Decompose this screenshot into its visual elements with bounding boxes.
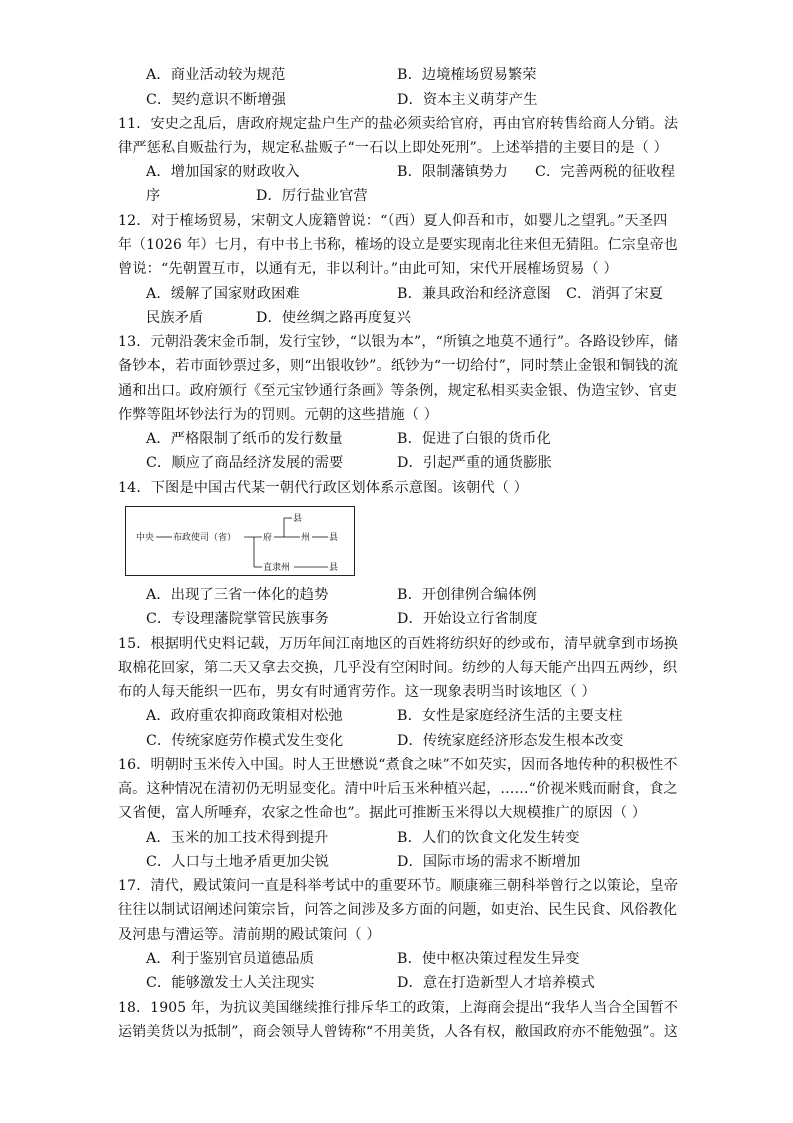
admin-hierarchy-diagram <box>125 506 355 576</box>
q13-stem-line2: 备钞本，若市面钞票过多，则“出银收钞”。纸钞为“一切给付”，同时禁止金银和铜钱的流 <box>118 358 679 374</box>
q18-stem-line1: 18．1905 年，为抗议美国继续推行排斥华工的政策，上海商会提出“我华人当合全国暂不 <box>118 1000 678 1016</box>
diagram-province: 布政使司（省） <box>173 533 237 543</box>
q15-stem-line1: 15．根据明代史料记载，万历年间江南地区的百姓将纺织好的纱或布，清早就拿到市场换 <box>118 636 679 652</box>
diagram-subprefecture: 州 <box>301 533 311 543</box>
q16-stem-line1: 16．明朝时玉米传入中国。时人王世懋说“煮食之味”不如芡实，因而各地传种的积极性不 <box>118 757 678 773</box>
q13-stem-line3: 通和出口。政府颁行《至元宝钞通行条画》等条例，规定私相买卖金银、伪造宝钞、官吏 <box>118 383 678 399</box>
q14-option-d[interactable]: D．开始设立行省制度 <box>397 611 538 627</box>
q13-stem-line4: 作弊等阻坏钞法行为的罚则。元朝的这些措施（ ） <box>118 407 439 423</box>
q12-stem-line3: 曾说：“先朝置互市，以通有无，非以利计。”由此可知，宋代开展榷场贸易（ ） <box>118 261 618 277</box>
q14-option-c[interactable]: C．专设理藩院掌管民族事务 <box>146 611 330 627</box>
q17-option-d[interactable]: D．意在打造新型人才培养模式 <box>397 975 595 991</box>
q14-stem-line1: 14．下图是中国古代某一朝代行政区划体系示意图。该朝代（ ） <box>118 480 529 496</box>
q16-option-c[interactable]: C．人口与土地矛盾更加尖锐 <box>146 854 330 870</box>
q11-option-c-cont: 序 <box>146 188 161 204</box>
q13-stem-line1: 13．元朝沿袭宋金币制，发行宝钞，“以银为本”，“所镇之地莫不通行”。各路设钞库，储 <box>118 334 679 350</box>
diagram-county-top: 县 <box>293 514 303 524</box>
q12-option-b[interactable]: B．兼具政治和经济意图 <box>397 286 551 302</box>
q12-stem-line1: 12．对于榷场贸易，宋朝文人庞籍曾说：“（西）夏人仰吾和市，如婴儿之望乳。”天圣四 <box>118 213 668 229</box>
q11-option-a[interactable]: A．增加国家的财政收入 <box>146 164 300 180</box>
q12-option-c-cont: 民族矛盾 <box>146 310 204 326</box>
q16-stem-line2: 高。这种情况在清初仍无明显变化。清中叶后玉米种植兴起，……“价视米贱而耐食，食之 <box>118 781 678 797</box>
q15-stem-line2: 取棉花回家，第二天又拿去交换，几乎没有空闲时间。纺纱的人每天能产出四五两纱，织 <box>118 660 678 676</box>
q17-option-c[interactable]: C．能够激发士人关注现实 <box>146 975 315 991</box>
diagram-prefecture: 府 <box>263 533 273 543</box>
q11-option-c[interactable]: C．完善两税的征收程 <box>535 164 676 180</box>
q16-stem-line3: 又省便，富人所唾弃，农家之性命也”。据此可推断玉米得以大规模推广的原因（ ） <box>118 805 647 821</box>
q18-stem-line2: 运销美货以为抵制”，商会领导人曾铸称“不用美货，人各有权，敝国政府亦不能勉强”。这 <box>118 1024 679 1040</box>
q12-option-a[interactable]: A．缓解了国家财政困难 <box>146 286 300 302</box>
q15-stem-line3: 布的人每天能织一匹布，男女有时通宵劳作。这一现象表明当时该地区（ ） <box>118 684 596 700</box>
q11-option-b[interactable]: B．限制藩镇势力 <box>397 164 508 180</box>
q10-option-d[interactable]: D．资本主义萌芽产生 <box>397 92 538 108</box>
q10-option-a[interactable]: A．商业活动较为规范 <box>146 67 286 83</box>
q11-option-d[interactable]: D．厉行盐业官营 <box>256 188 368 204</box>
admin-hierarchy-svg <box>126 507 354 575</box>
q12-option-c[interactable]: C．消弭了宋夏 <box>566 286 664 302</box>
q12-stem-line2: 年（1026 年）七月，有中书上书称，榷场的设立是要实现南北往来但无猜阻。仁宗皇帝也 <box>118 237 678 253</box>
q15-option-b[interactable]: B．女性是家庭经济生活的主要支柱 <box>397 708 623 724</box>
q15-option-d[interactable]: D．传统家庭经济形态发生根本改变 <box>397 733 624 749</box>
q17-stem-line1: 17．清代，殿试策问一直是科举考试中的重要环节。顺康雍三朝科举曾行之以策论，皇帝 <box>118 878 679 894</box>
q11-stem-line1: 11．安史之乱后，唐政府规定盐户生产的盐必须卖给官府，再由官府转售给商人分销。法 <box>118 116 679 132</box>
q12-option-d[interactable]: D．使丝绸之路再度复兴 <box>256 310 411 326</box>
diagram-county-mid: 县 <box>329 533 339 543</box>
diagram-direct-subprefecture: 直隶州 <box>263 563 291 573</box>
q13-option-c[interactable]: C．顺应了商品经济发展的需要 <box>146 455 344 471</box>
q16-option-d[interactable]: D．国际市场的需求不断增加 <box>397 854 581 870</box>
q17-stem-line2: 往往以制试诏阐述问策宗旨，问答之间涉及多方面的问题，如吏治、民生民食、风俗教化 <box>118 902 678 918</box>
q17-stem-line3: 及河患与漕运等。清前期的殿试策问（ ） <box>118 927 381 943</box>
q13-option-a[interactable]: A．严格限制了纸币的发行数量 <box>146 431 343 447</box>
q17-option-b[interactable]: B．使中枢决策过程发生异变 <box>397 951 580 967</box>
q16-option-b[interactable]: B．人们的饮食文化发生转变 <box>397 830 580 846</box>
q13-option-d[interactable]: D．引起严重的通货膨胀 <box>397 455 552 471</box>
q13-option-b[interactable]: B．促进了白银的货币化 <box>397 431 551 447</box>
q17-option-a[interactable]: A．利于鉴别官员道德品质 <box>146 951 315 967</box>
diagram-county-bottom: 县 <box>329 563 339 573</box>
q15-option-c[interactable]: C．传统家庭劳作模式发生变化 <box>146 733 344 749</box>
q16-option-a[interactable]: A．玉米的加工技术得到提升 <box>146 830 329 846</box>
q10-option-c[interactable]: C．契约意识不断增强 <box>146 92 287 108</box>
q15-option-a[interactable]: A．政府重农抑商政策相对松弛 <box>146 708 343 724</box>
diagram-central: 中央 <box>136 533 155 543</box>
q14-option-b[interactable]: B．开创律例合编体例 <box>397 587 537 603</box>
q11-stem-line2: 律严惩私自贩盐行为，规定私盐贩子“一石以上即处死刑”。上述举措的主要目的是（ ） <box>118 140 668 156</box>
q14-option-a[interactable]: A．出现了三省一体化的趋势 <box>146 587 329 603</box>
q10-option-b[interactable]: B．边境榷场贸易繁荣 <box>397 67 537 83</box>
